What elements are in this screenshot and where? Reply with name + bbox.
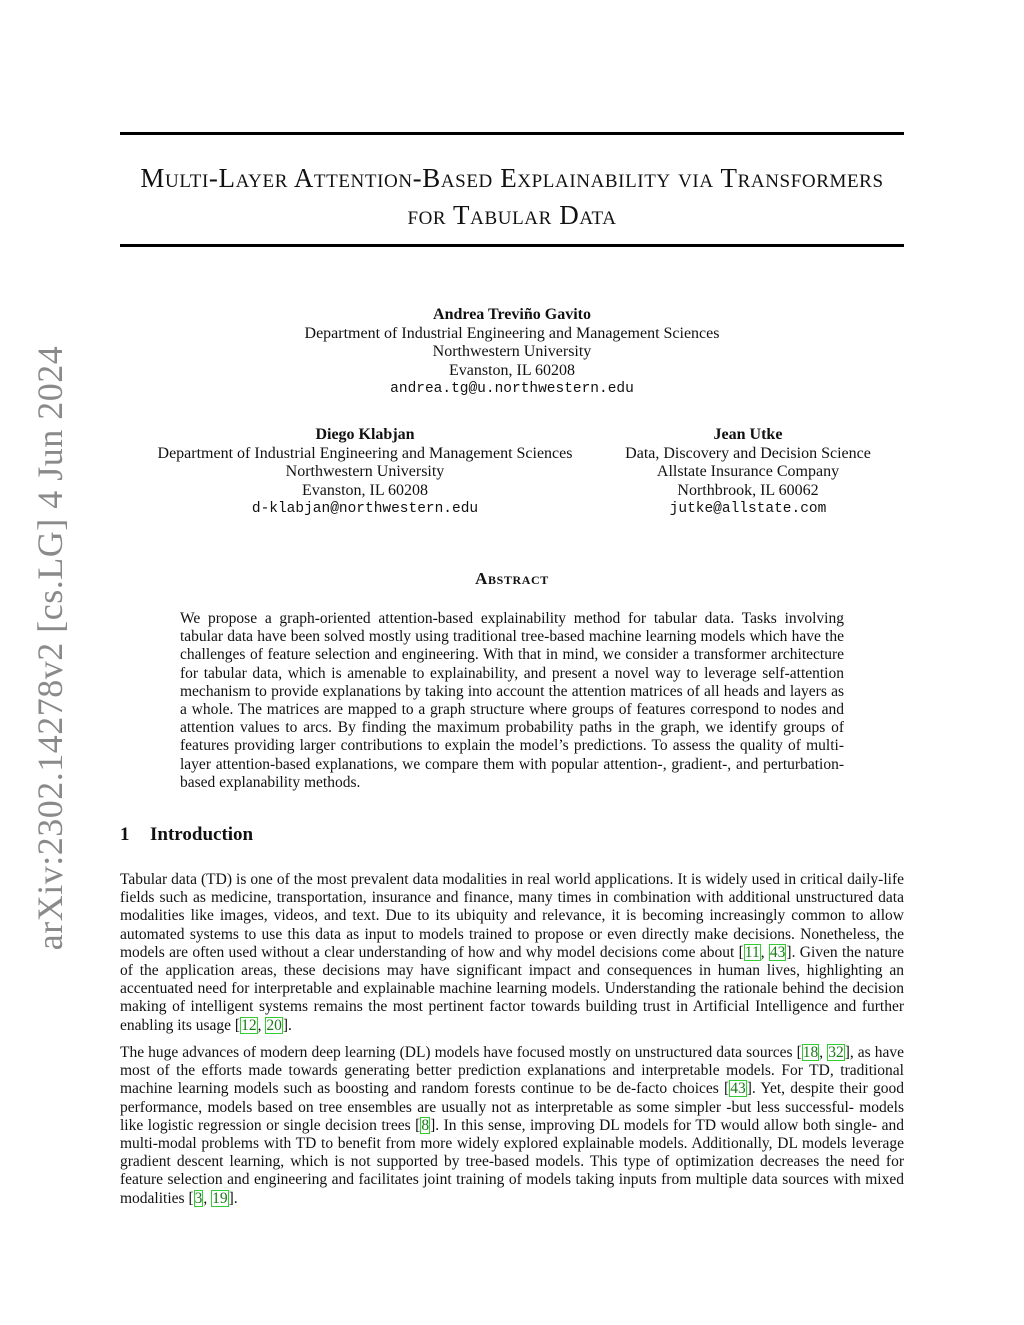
author-department: Department of Industrial Engineering and Management Sciences	[157, 444, 573, 462]
paragraph-text: ].	[228, 1189, 238, 1207]
citation-separator: ,	[819, 1044, 828, 1061]
citation-separator: ,	[760, 943, 769, 961]
author-block-2	[140, 426, 590, 519]
paragraph-text: ].	[282, 1016, 292, 1034]
paragraph-text: ]. Given the nature of the application areas, these decisions may have significant impact and consequences in human lives, highlighting an accentuated need for interpretable and explainable machine learning models. Understanding the rationale behind the decision making of intelligent systems remains the most pertinent factor towards building trust in Artificial Intelligence and further enabling its usage [	[120, 943, 905, 1034]
citation-separator: ,	[203, 1189, 212, 1207]
citation-link[interactable]: 43	[730, 1080, 746, 1098]
citation-link[interactable]: 12	[241, 1016, 257, 1034]
citation-link[interactable]: 11	[744, 943, 760, 961]
author-organization: Northwestern University	[285, 463, 445, 480]
author-email[interactable]: d-klabjan@northwestern.edu	[251, 501, 479, 517]
author-name: Andrea Treviño Gavito	[433, 306, 591, 323]
author-department: Department of Industrial Engineering and Management Sciences	[304, 324, 720, 342]
paragraph-text: Tabular data (TD) is one of the most prevalent data modalities in real world applications. It is widely used in critical daily-life fields such as medicine, transportation, insurance and finance, many times in combination with additional unstructured data modalities like images, videos, and text. Due to its ubiquity and relevance, it is becoming increasingly common to allow automated systems to use this data as input to models trained to propose or even directly make decisions. Nonetheless, the models are often used without a clear understanding of how and why model decisions come about [	[120, 871, 904, 961]
author-block-3	[598, 426, 898, 519]
citation-separator: ,	[257, 1016, 266, 1034]
author-department: Data, Discovery and Decision Science	[625, 444, 871, 462]
section-title: Introduction	[150, 824, 254, 845]
citation-link[interactable]: 32	[828, 1044, 844, 1061]
author-city: Evanston, IL 60208	[448, 361, 576, 379]
author-email[interactable]: jutke@allstate.com	[669, 501, 827, 517]
paragraph-text: ]. Yet, despite their good performance, models based on tree ensembles are usually not as interpretable as some simpler -but less successful- models like logistic regression or single decision trees [	[120, 1080, 904, 1134]
citation-link[interactable]: 18	[802, 1044, 819, 1061]
abstract-heading: Abstract	[475, 569, 549, 588]
paper-title: Multi-Layer Attention-Based Explainability via Transformers for Tabular Data	[140, 163, 884, 230]
author-block-1	[212, 306, 812, 399]
author-email[interactable]: andrea.tg@u.northwestern.edu	[390, 381, 634, 397]
intro-paragraph-1	[120, 871, 904, 1035]
section-number: 1	[120, 824, 130, 845]
paragraph-text: ], as have most of the efforts made towards generating better prediction explanations and interpretable models. For TD, traditional machine learning models such as boosting and random forests continue to be de-facto choices [	[120, 1044, 905, 1098]
citation-link[interactable]: 19	[212, 1189, 228, 1207]
title-rule-bottom	[120, 244, 904, 247]
citation-link[interactable]: 43	[769, 943, 786, 961]
abstract-text: We propose a graph-oriented attention-based explainability method for tabular data. Tasks involving tabular data have been solved mostly using traditional tree-based machine learning models which have the challenges of feature selection and engineering. With that in mind, we consider a transformer architecture for tabular data, which is amenable to explainability, and present a novel way to leverage self-attention mechanism to provide explanations by taking into account the attention matrices of all heads and layers as a whole. The matrices are mapped to a graph structure where groups of features correspond to nodes and attention values to arcs. By finding the maximum probability paths in the graph, we identify groups of features providing larger contributions to explain the model’s predictions. To assess the quality of multi-layer attention-based explanations, we compare them with popular attention-, gradient-, and perturbation-based explanability methods.	[180, 610, 844, 791]
citation-link[interactable]: 20	[266, 1016, 282, 1034]
author-city: Northbrook, IL 60062	[677, 481, 819, 499]
author-city: Evanston, IL 60208	[301, 481, 429, 499]
paragraph-text: The huge advances of modern deep learning (DL) models have focused mostly on unstructured data sources [	[120, 1044, 802, 1061]
paragraph-text: ]. In this sense, improving DL models for TD would allow both single- and multi-modal problems with TD to benefit from more widely explored explainable models. Additionally, DL models leverage gradient descent learning, which is not supported by tree-based models. This type of optimization decreases the need for feature selection and engineering and facilitates joint training of models taking inputs from multiple data sources with mixed modalities [	[120, 1116, 905, 1207]
citation-link[interactable]: 8	[421, 1116, 430, 1134]
title-rule-top	[120, 132, 904, 135]
section-heading-introduction	[120, 824, 253, 846]
intro-paragraph-2	[120, 1044, 904, 1208]
author-organization: Northwestern University	[432, 343, 592, 360]
arxiv-identifier-stamp: arXiv:2302.14278v2 [cs.LG] 4 Jun 2024	[30, 345, 70, 951]
author-name: Jean Utke	[713, 426, 783, 443]
author-name: Diego Klabjan	[315, 426, 415, 443]
author-organization: Allstate Insurance Company	[656, 463, 840, 480]
citation-link[interactable]: 3	[194, 1189, 203, 1207]
